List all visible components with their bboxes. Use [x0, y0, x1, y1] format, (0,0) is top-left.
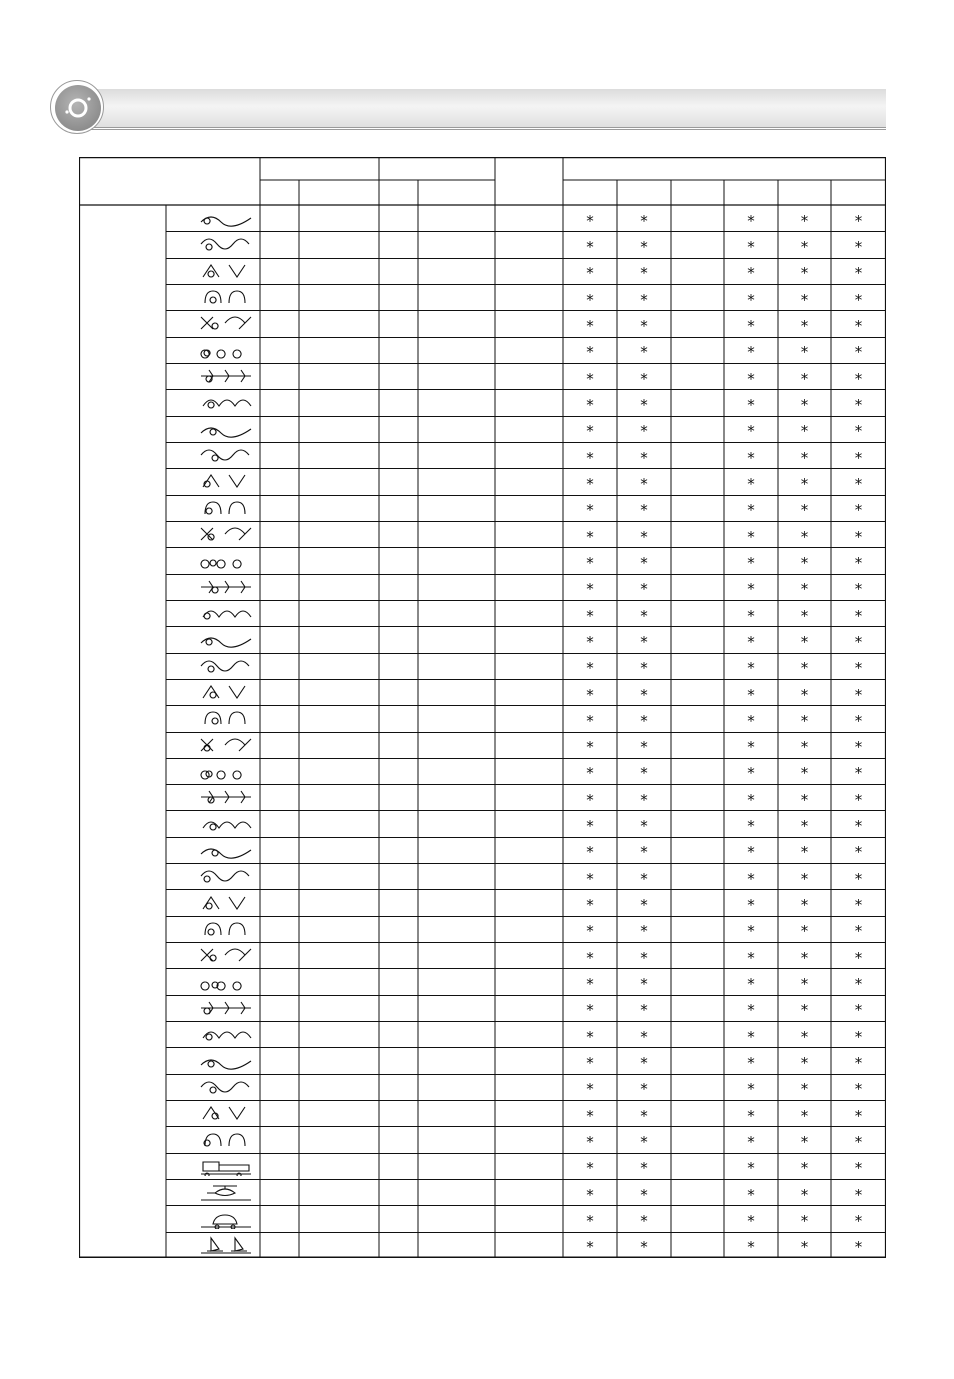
bow-ribbon-icon	[199, 313, 253, 338]
curl-flower-icon	[199, 761, 253, 786]
star-mark: *	[586, 711, 594, 730]
star-mark: *	[640, 1080, 648, 1099]
tulip-row-icon	[199, 603, 253, 628]
star-mark: *	[586, 1080, 594, 1099]
star-mark: *	[800, 264, 809, 283]
star-mark: *	[586, 1212, 594, 1230]
lace-band-icon	[199, 1103, 253, 1128]
star-mark: *	[800, 659, 809, 678]
star-mark: *	[800, 1212, 809, 1230]
stitch-pattern-table	[79, 157, 886, 1258]
grass-tuft-icon	[199, 787, 253, 812]
banner-underline	[90, 129, 886, 130]
swirl-leaf-icon	[199, 234, 253, 259]
star-mark: *	[800, 632, 809, 651]
star-mark: *	[640, 738, 648, 757]
star-mark: *	[640, 422, 648, 441]
star-mark: *	[640, 896, 648, 915]
star-mark: *	[640, 237, 648, 256]
star-mark: *	[800, 343, 809, 362]
cross-star-icon	[199, 656, 253, 681]
star-mark: *	[800, 237, 809, 256]
star-mark: *	[640, 553, 648, 572]
star-mark: *	[586, 1106, 594, 1125]
star-mark: *	[747, 790, 755, 809]
star-mark: *	[800, 1106, 809, 1125]
star-mark: *	[586, 606, 594, 625]
star-mark: *	[747, 264, 755, 283]
star-mark: *	[640, 474, 648, 493]
star-mark: *	[747, 237, 755, 256]
star-mark: *	[800, 211, 809, 230]
star-mark: *	[640, 316, 648, 335]
star-mark: *	[854, 211, 863, 230]
star-mark: *	[640, 764, 648, 783]
star-mark: *	[854, 869, 863, 888]
star-mark: *	[586, 264, 594, 283]
star-mark: *	[640, 580, 648, 599]
star-mark: *	[640, 659, 648, 678]
star-mark: *	[747, 659, 755, 678]
star-mark: *	[800, 711, 809, 730]
star-mark: *	[800, 975, 809, 994]
tulip-bud-icon	[199, 287, 253, 312]
star-mark: *	[747, 1027, 755, 1046]
rose-vine-icon	[199, 550, 253, 575]
star-mark: *	[854, 395, 863, 414]
star-mark: *	[800, 369, 809, 388]
disc-icon	[55, 85, 101, 131]
star-mark: *	[747, 474, 755, 493]
star-mark: *	[854, 659, 863, 678]
star-mark: *	[854, 843, 863, 862]
star-mark: *	[586, 527, 594, 546]
star-mark: *	[586, 1159, 594, 1178]
car-icon	[199, 1209, 253, 1234]
star-mark: *	[747, 764, 755, 783]
star-mark: *	[586, 790, 594, 809]
star-mark: *	[854, 1054, 863, 1073]
star-mark: *	[747, 975, 755, 994]
star-mark: *	[640, 922, 648, 941]
star-mark: *	[854, 474, 863, 493]
star-mark: *	[854, 1159, 863, 1178]
leaf-wave-icon	[199, 1024, 253, 1049]
star-mark: *	[586, 1238, 594, 1257]
star-mark: *	[747, 527, 755, 546]
flower-garland-icon	[199, 471, 253, 496]
star-mark: *	[854, 448, 863, 467]
star-mark: *	[586, 948, 594, 967]
star-mark: *	[800, 948, 809, 967]
star-mark: *	[640, 711, 648, 730]
scroll-flower-icon	[199, 208, 253, 233]
star-mark: *	[747, 343, 755, 362]
star-mark: *	[854, 237, 863, 256]
star-mark: *	[854, 817, 863, 836]
star-mark: *	[640, 843, 648, 862]
star-mark: *	[800, 896, 809, 915]
star-mark: *	[800, 527, 809, 546]
star-mark: *	[800, 1054, 809, 1073]
star-mark: *	[800, 738, 809, 757]
star-mark: *	[800, 501, 809, 520]
star-mark: *	[586, 817, 594, 836]
star-mark: *	[747, 869, 755, 888]
butterfly-icon	[199, 682, 253, 707]
fern-branch-icon	[199, 366, 253, 391]
star-mark: *	[586, 474, 594, 493]
star-mark: *	[747, 1054, 755, 1073]
star-mark: *	[854, 553, 863, 572]
star-mark: *	[800, 290, 809, 309]
star-mark: *	[747, 606, 755, 625]
star-mark: *	[747, 1212, 755, 1230]
star-mark: *	[586, 685, 594, 704]
star-mark: *	[747, 316, 755, 335]
star-mark: *	[640, 685, 648, 704]
star-mark: *	[800, 474, 809, 493]
star-mark: *	[586, 316, 594, 335]
star-mark: *	[747, 711, 755, 730]
star-mark: *	[854, 738, 863, 757]
star-mark: *	[640, 290, 648, 309]
wave-scroll-icon	[199, 1130, 253, 1155]
star-mark: *	[800, 1027, 809, 1046]
star-mark: *	[747, 580, 755, 599]
star-mark: *	[747, 1185, 755, 1204]
star-mark: *	[747, 738, 755, 757]
leaf-pair-icon	[199, 498, 253, 523]
section-banner	[50, 80, 886, 134]
pointed-leaf-icon	[199, 893, 253, 918]
star-mark: *	[747, 501, 755, 520]
star-mark: *	[800, 1185, 809, 1204]
star-mark: *	[800, 764, 809, 783]
star-mark: *	[640, 1159, 648, 1178]
star-mark: *	[586, 1185, 594, 1204]
star-mark: *	[586, 369, 594, 388]
star-mark: *	[640, 948, 648, 967]
star-mark: *	[586, 343, 594, 362]
sailboat-icon	[199, 1235, 253, 1260]
star-mark: *	[854, 501, 863, 520]
star-mark: *	[854, 1238, 863, 1257]
star-mark: *	[747, 948, 755, 967]
star-mark: *	[854, 527, 863, 546]
wave-arch-icon	[199, 998, 253, 1023]
star-mark: *	[747, 553, 755, 572]
ivy-leaf-icon	[199, 814, 253, 839]
star-mark: *	[800, 606, 809, 625]
ribbon-loop-icon	[199, 340, 253, 365]
star-mark: *	[800, 817, 809, 836]
star-mark: *	[800, 553, 809, 572]
rose-stem-icon	[199, 735, 253, 760]
star-mark: *	[586, 1133, 594, 1152]
banner-disc-frame	[50, 80, 104, 134]
star-mark: *	[854, 606, 863, 625]
star-mark: *	[586, 211, 594, 230]
star-mark: *	[747, 922, 755, 941]
star-mark: *	[800, 1238, 809, 1257]
helicopter-icon	[199, 1182, 253, 1207]
star-mark: *	[586, 632, 594, 651]
star-mark: *	[854, 711, 863, 730]
star-mark: *	[640, 1212, 648, 1230]
vine-bloom-icon	[199, 577, 253, 602]
star-mark: *	[854, 1027, 863, 1046]
star-mark: *	[800, 922, 809, 941]
star-mark: *	[854, 948, 863, 967]
arrow-leaf-icon	[199, 261, 253, 286]
bud-vine-icon	[199, 445, 253, 470]
star-mark: *	[747, 1133, 755, 1152]
star-mark: *	[640, 606, 648, 625]
star-mark: *	[747, 395, 755, 414]
star-mark: *	[854, 343, 863, 362]
leaf-chain-icon	[199, 708, 253, 733]
star-mark: *	[854, 1106, 863, 1125]
star-mark: *	[640, 343, 648, 362]
star-mark: *	[640, 817, 648, 836]
star-mark: *	[586, 1001, 594, 1020]
star-mark: *	[640, 369, 648, 388]
star-mark: *	[800, 1133, 809, 1152]
star-mark: *	[640, 264, 648, 283]
star-mark: *	[854, 790, 863, 809]
star-mark: *	[747, 685, 755, 704]
star-mark: *	[854, 975, 863, 994]
star-mark: *	[800, 685, 809, 704]
star-mark: *	[854, 580, 863, 599]
star-mark: *	[747, 422, 755, 441]
star-mark: *	[747, 632, 755, 651]
star-mark: *	[640, 527, 648, 546]
star-mark: *	[800, 1001, 809, 1020]
bead-chain-icon	[199, 919, 253, 944]
star-mark: *	[747, 1001, 755, 1020]
star-mark: *	[586, 1027, 594, 1046]
star-mark: *	[640, 869, 648, 888]
banner-bar	[90, 89, 886, 128]
star-mark: *	[747, 369, 755, 388]
star-mark: *	[640, 1185, 648, 1204]
star-mark: *	[586, 975, 594, 994]
star-mark: *	[586, 1054, 594, 1073]
star-mark: *	[854, 1001, 863, 1020]
star-mark: *	[640, 211, 648, 230]
star-mark: *	[640, 501, 648, 520]
star-mark: *	[586, 843, 594, 862]
star-mark: *	[854, 896, 863, 915]
star-mark: *	[800, 422, 809, 441]
star-mark: *	[640, 1238, 648, 1257]
star-mark: *	[640, 1106, 648, 1125]
feather-fern-icon	[199, 840, 253, 865]
star-mark: *	[854, 422, 863, 441]
star-mark: *	[586, 580, 594, 599]
star-mark: *	[800, 1159, 809, 1178]
star-mark: *	[854, 1080, 863, 1099]
curl-scroll-icon	[199, 972, 253, 997]
star-mark: *	[747, 817, 755, 836]
star-mark: *	[747, 1080, 755, 1099]
solid-arrowhead-icon	[199, 392, 253, 417]
star-mark: *	[854, 685, 863, 704]
truck-icon	[199, 1156, 253, 1181]
star-mark: *	[640, 790, 648, 809]
star-mark: *	[586, 869, 594, 888]
star-mark: *	[854, 1212, 863, 1230]
star-mark: *	[854, 1133, 863, 1152]
star-mark: *	[747, 1159, 755, 1178]
flower-cluster-icon	[199, 524, 253, 549]
star-mark: *	[640, 1133, 648, 1152]
star-mark: *	[854, 1185, 863, 1204]
star-mark: *	[854, 369, 863, 388]
open-leaf-icon	[199, 419, 253, 444]
star-mark: *	[800, 316, 809, 335]
star-mark: *	[854, 922, 863, 941]
star-mark: *	[586, 738, 594, 757]
star-mark: *	[747, 211, 755, 230]
star-mark: *	[640, 395, 648, 414]
crown-leaf-icon	[199, 1051, 253, 1076]
veined-leaf-icon	[199, 866, 253, 891]
star-mark: *	[747, 290, 755, 309]
star-mark: *	[800, 580, 809, 599]
star-mark: *	[747, 448, 755, 467]
star-mark: *	[800, 448, 809, 467]
star-mark: *	[586, 764, 594, 783]
ornate-chain-icon	[199, 945, 253, 970]
star-mark: *	[854, 264, 863, 283]
star-mark: *	[747, 1238, 755, 1257]
star-mark: *	[800, 790, 809, 809]
star-mark: *	[800, 869, 809, 888]
star-mark: *	[586, 237, 594, 256]
daisy-row-icon	[199, 1077, 253, 1102]
star-mark: *	[640, 448, 648, 467]
star-mark: *	[854, 290, 863, 309]
star-mark: *	[800, 1080, 809, 1099]
star-mark: *	[800, 843, 809, 862]
star-mark: *	[586, 290, 594, 309]
star-mark: *	[640, 1054, 648, 1073]
star-mark: *	[586, 448, 594, 467]
star-mark: *	[747, 896, 755, 915]
star-mark: *	[854, 316, 863, 335]
star-mark: *	[586, 501, 594, 520]
star-mark: *	[586, 422, 594, 441]
star-mark: *	[640, 1001, 648, 1020]
star-mark: *	[640, 1027, 648, 1046]
star-mark: *	[586, 922, 594, 941]
star-mark: *	[800, 395, 809, 414]
star-mark: *	[747, 843, 755, 862]
star-mark: *	[747, 1106, 755, 1125]
clover-heart-icon	[199, 629, 253, 654]
star-mark: *	[586, 896, 594, 915]
star-mark: *	[640, 632, 648, 651]
star-mark: *	[586, 659, 594, 678]
star-mark: *	[640, 975, 648, 994]
star-mark: *	[854, 764, 863, 783]
star-mark: *	[854, 632, 863, 651]
star-mark: *	[586, 553, 594, 572]
star-mark: *	[586, 395, 594, 414]
